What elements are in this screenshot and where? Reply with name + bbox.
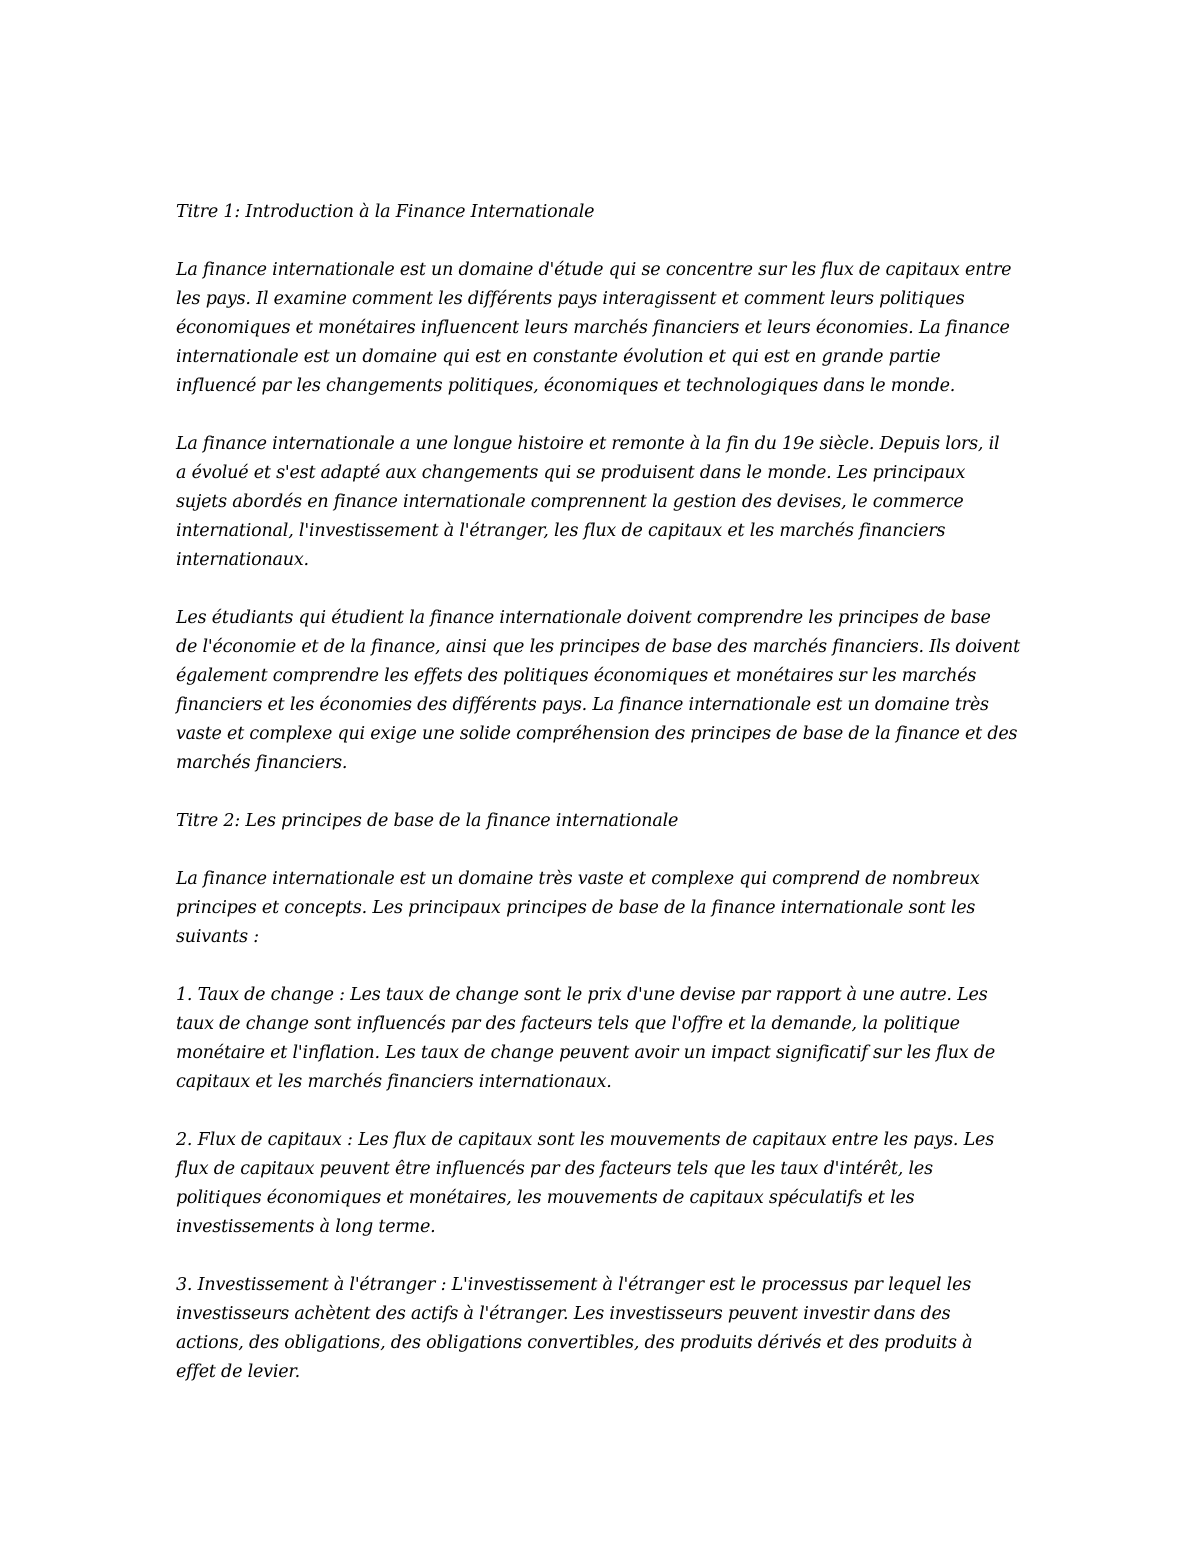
- paragraph: [176, 430, 1036, 575]
- paragraph-line: monétaire et l'inflation. Les taux de change peuvent avoir un impact significatif sur les flux de: [176, 1043, 995, 1063]
- paragraph-line: 2. Flux de capitaux : Les flux de capitaux sont les mouvements de capitaux entre les pays. Les: [176, 1130, 994, 1150]
- paragraph-line: politiques économiques et monétaires, les mouvements de capitaux spéculatifs et les: [176, 1188, 915, 1208]
- section-title-text: Titre 2: Les principes de base de la finance internationale: [176, 811, 679, 831]
- paragraph-line: les pays. Il examine comment les différents pays interagissent et comment leurs politiques: [176, 289, 965, 309]
- paragraph-line: internationaux.: [176, 550, 309, 570]
- paragraph-line: principes et concepts. Les principaux principes de base de la finance internationale sont les: [176, 898, 976, 918]
- paragraph-line: influencé par les changements politiques, économiques et technologiques dans le monde.: [176, 376, 956, 396]
- paragraph: [176, 865, 1036, 952]
- list-item: [176, 981, 1036, 1097]
- paragraph-line: sujets abordés en finance internationale comprennent la gestion des devises, le commerce: [176, 492, 964, 512]
- paragraph-line: investisseurs achètent des actifs à l'étranger. Les investisseurs peuvent investir dans des: [176, 1304, 951, 1324]
- paragraph-line: Les étudiants qui étudient la finance internationale doivent comprendre les principes de base: [176, 608, 991, 628]
- paragraph-line: a évolué et s'est adapté aux changements qui se produisent dans le monde. Les principaux: [176, 463, 966, 483]
- section-title: [176, 807, 1036, 836]
- paragraph-line: effet de levier.: [176, 1362, 300, 1382]
- section-title-text: Titre 1: Introduction à la Finance Internationale: [176, 202, 595, 222]
- paragraph-line: 1. Taux de change : Les taux de change sont le prix d'une devise par rapport à une autre. Les: [176, 985, 988, 1005]
- document-page: [176, 198, 1036, 1416]
- paragraph-line: La finance internationale est un domaine d'étude qui se concentre sur les flux de capitaux entre: [176, 260, 1012, 280]
- list-item: [176, 1271, 1036, 1387]
- paragraph-line: flux de capitaux peuvent être influencés par des facteurs tels que les taux d'intérêt, les: [176, 1159, 933, 1179]
- paragraph-line: actions, des obligations, des obligations convertibles, des produits dérivés et des produits à: [176, 1333, 973, 1353]
- paragraph-line: également comprendre les effets des politiques économiques et monétaires sur les marchés: [176, 666, 977, 686]
- paragraph: [176, 256, 1036, 401]
- paragraph-line: vaste et complexe qui exige une solide compréhension des principes de base de la finance et des: [176, 724, 1018, 744]
- paragraph-line: investissements à long terme.: [176, 1217, 436, 1237]
- paragraph-line: taux de change sont influencés par des facteurs tels que l'offre et la demande, la politique: [176, 1014, 960, 1034]
- paragraph-line: international, l'investissement à l'étranger, les flux de capitaux et les marchés financiers: [176, 521, 946, 541]
- paragraph-line: La finance internationale est un domaine très vaste et complexe qui comprend de nombreux: [176, 869, 980, 889]
- paragraph: [176, 604, 1036, 778]
- paragraph-line: 3. Investissement à l'étranger : L'investissement à l'étranger est le processus par lequel les: [176, 1275, 972, 1295]
- paragraph-line: internationale est un domaine qui est en constante évolution et qui est en grande partie: [176, 347, 941, 367]
- paragraph-line: marchés financiers.: [176, 753, 348, 773]
- paragraph-line: capitaux et les marchés financiers internationaux.: [176, 1072, 612, 1092]
- paragraph-line: suivants :: [176, 927, 259, 947]
- list-item: [176, 1126, 1036, 1242]
- paragraph-line: économiques et monétaires influencent leurs marchés financiers et leurs économies. La finance: [176, 318, 1010, 338]
- paragraph-line: financiers et les économies des différents pays. La finance internationale est un domaine très: [176, 695, 989, 715]
- section-title: [176, 198, 1036, 227]
- paragraph-line: La finance internationale a une longue histoire et remonte à la fin du 19e siècle. Depuis lors, il: [176, 434, 1000, 454]
- paragraph-line: de l'économie et de la finance, ainsi que les principes de base des marchés financiers. Ils doivent: [176, 637, 1020, 657]
